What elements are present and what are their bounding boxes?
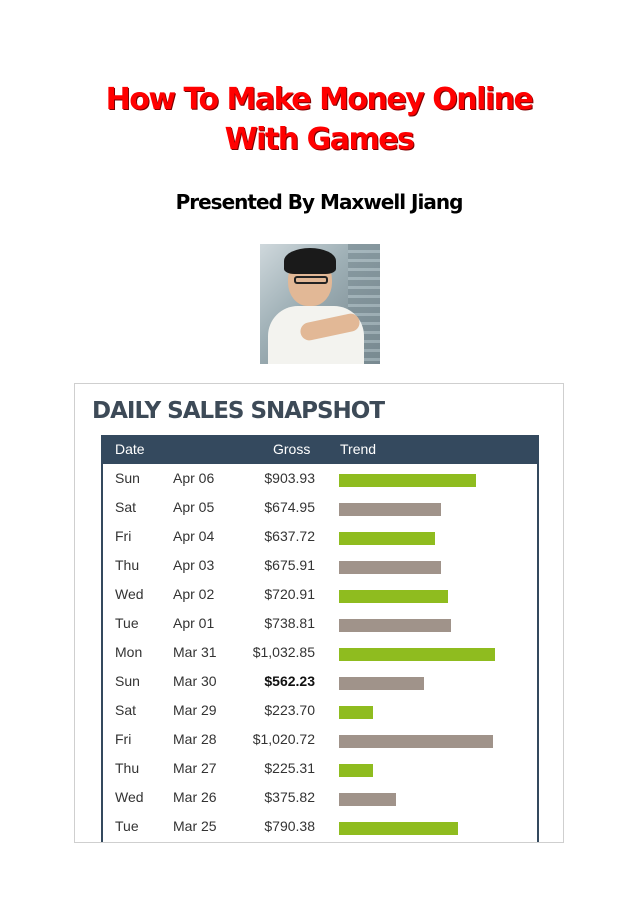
row-day: Fri — [115, 528, 132, 544]
table-row — [103, 638, 537, 667]
trend-bar — [339, 735, 493, 748]
photo-hair — [284, 248, 336, 274]
table-row — [103, 754, 537, 783]
trend-bar — [339, 532, 435, 545]
row-day: Sun — [115, 673, 140, 689]
page-title-line-1: How To Make Money Online — [105, 82, 533, 117]
row-gross: $1,020.72 — [252, 731, 315, 747]
table-row — [103, 522, 537, 551]
row-day: Thu — [115, 557, 140, 573]
daily-sales-snapshot — [74, 383, 564, 843]
table-row — [103, 551, 537, 580]
row-gross: $790.38 — [264, 818, 315, 834]
row-day: Mon — [115, 644, 143, 660]
sales-table — [101, 435, 539, 843]
row-date: Apr 02 — [173, 586, 215, 602]
row-day: Thu — [115, 760, 140, 776]
header-date: Date — [115, 441, 145, 457]
row-date: Apr 06 — [173, 470, 215, 486]
trend-bar — [339, 677, 424, 690]
snapshot-heading: DAILY SALES SNAPSHOT — [92, 398, 385, 424]
trend-bar — [339, 822, 458, 835]
trend-bar — [339, 619, 451, 632]
row-gross: $225.31 — [264, 760, 315, 776]
row-gross: $562.23 — [264, 673, 315, 689]
header-trend: Trend — [340, 441, 377, 457]
row-gross: $738.81 — [264, 615, 315, 631]
row-date: Mar 30 — [173, 673, 217, 689]
row-date: Mar 31 — [173, 644, 217, 660]
trend-bar — [339, 590, 448, 603]
header-gross: Gross — [273, 441, 311, 457]
trend-bar — [339, 503, 441, 516]
row-day: Tue — [115, 615, 139, 631]
row-gross: $720.91 — [264, 586, 315, 602]
row-date: Mar 25 — [173, 818, 217, 834]
row-gross: $375.82 — [264, 789, 315, 805]
table-row — [103, 696, 537, 725]
trend-bar — [339, 648, 495, 661]
row-gross: $223.70 — [264, 702, 315, 718]
row-date: Apr 05 — [173, 499, 215, 515]
row-gross: $637.72 — [264, 528, 315, 544]
table-row — [103, 493, 537, 522]
row-date: Mar 29 — [173, 702, 217, 718]
table-row — [103, 464, 537, 493]
row-gross: $1,032.85 — [252, 644, 315, 660]
row-date: Apr 03 — [173, 557, 215, 573]
trend-bar — [339, 706, 373, 719]
row-gross: $675.91 — [264, 557, 315, 573]
table-row — [103, 667, 537, 696]
row-day: Tue — [115, 818, 139, 834]
row-gross: $903.93 — [264, 470, 315, 486]
row-day: Wed — [115, 586, 144, 602]
photo-glasses — [294, 276, 328, 284]
trend-bar — [339, 474, 476, 487]
trend-bar — [339, 561, 441, 574]
row-day: Sat — [115, 499, 137, 515]
row-gross: $674.95 — [264, 499, 315, 515]
table-header — [101, 435, 539, 464]
table-row — [103, 783, 537, 812]
table-row — [103, 580, 537, 609]
presenter-photo — [260, 244, 380, 364]
table-row — [103, 812, 537, 841]
trend-bar — [339, 793, 396, 806]
presenter-subtitle: Presented By Maxwell Jiang — [175, 190, 463, 214]
row-date: Mar 28 — [173, 731, 217, 747]
row-date: Mar 27 — [173, 760, 217, 776]
page-title-line-2: With Games — [224, 122, 414, 157]
table-row — [103, 609, 537, 638]
row-date: Apr 04 — [173, 528, 215, 544]
row-day: Sat — [115, 702, 137, 718]
row-day: Fri — [115, 731, 132, 747]
table-row — [103, 725, 537, 754]
row-date: Mar 26 — [173, 789, 217, 805]
row-day: Sun — [115, 470, 140, 486]
row-date: Apr 01 — [173, 615, 215, 631]
trend-bar — [339, 764, 373, 777]
row-day: Wed — [115, 789, 144, 805]
